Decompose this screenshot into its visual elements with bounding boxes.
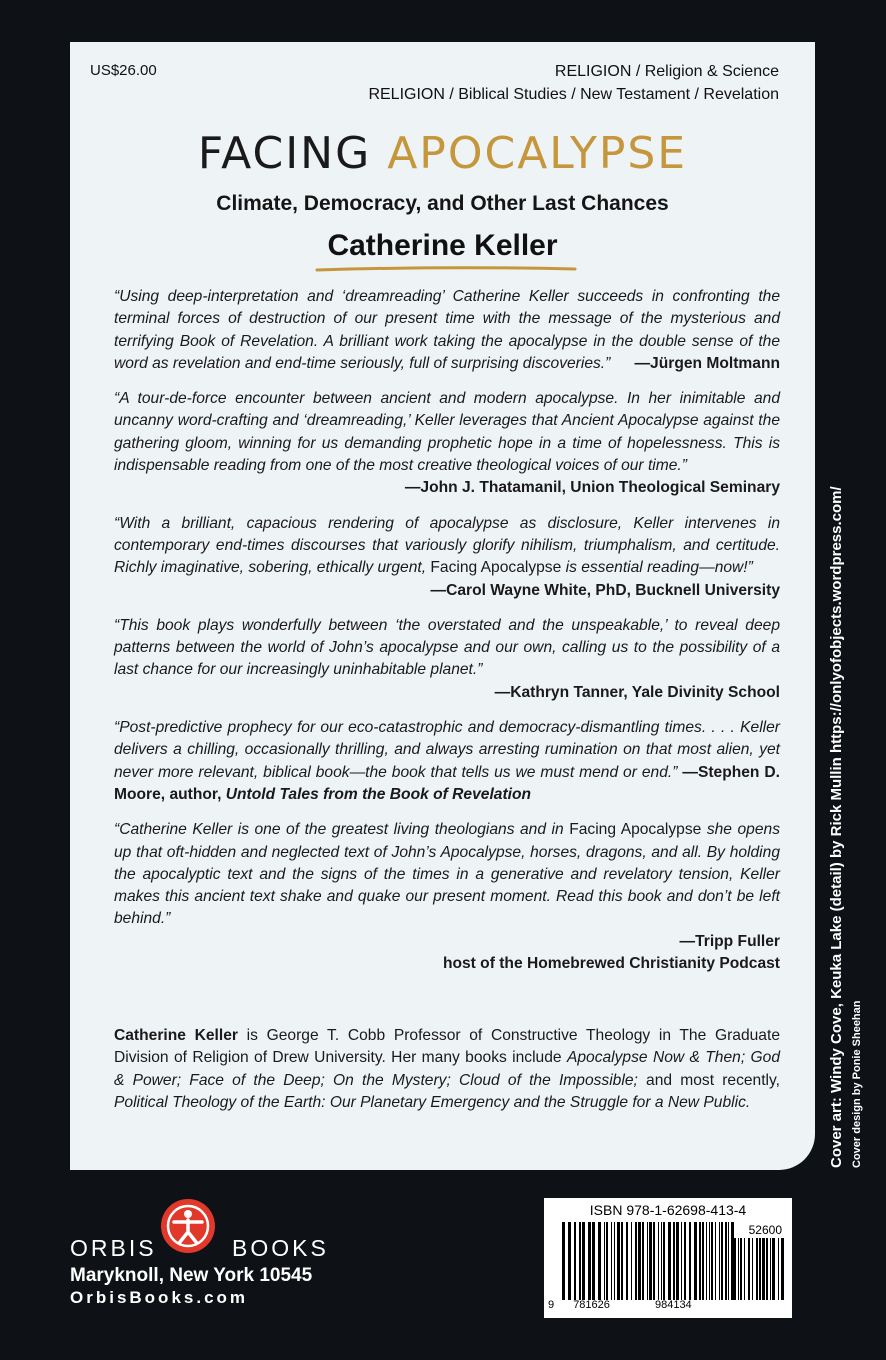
publisher-word-books: BOOKS: [232, 1235, 329, 1261]
barcode-bar: [635, 1222, 637, 1300]
barcode-bar: [744, 1238, 745, 1300]
barcode-bar: [676, 1222, 679, 1300]
barcode-bar: [668, 1222, 671, 1300]
endorsement: [114, 615, 780, 704]
barcode-bar: [568, 1222, 571, 1300]
barcode-bar: [781, 1238, 784, 1300]
publisher-city: Maryknoll, New York 10545: [70, 1265, 313, 1286]
barcode-bar: [734, 1238, 736, 1300]
cover-art-credit: Cover art: Windy Cove, Keuka Lake (detail) by Rick Mullin https://onlyofobjects.wordpress.com/: [828, 486, 845, 1168]
barcode-bar: [706, 1222, 707, 1300]
endorsement-attribution: —Kathryn Tanner, Yale Divinity School: [494, 683, 780, 701]
category-line: RELIGION / Biblical Studies / New Testament / Revelation: [368, 86, 779, 103]
endorsement: [114, 286, 780, 375]
author-underline: [315, 266, 577, 272]
barcode-bar: [638, 1222, 641, 1300]
bio-books: Apocalypse Now & Then; God & Power; Face of the Deep; On the Mystery; Cloud of the Impossible;: [114, 1049, 780, 1089]
author-bio: [114, 1025, 780, 1114]
endorsement-book-title: Facing Apocalypse: [430, 559, 562, 577]
endorsement-attribution: —Tripp Fuller: [679, 932, 780, 950]
endorsement-text: “Using deep-interpretation and ‘dreamreading’ Catherine Keller succeeds in confronting the terminal forces of destruction of our present time with the message of the mysterious and terrifying Book of Revelation. A brilliant work taking the apocalypse in the double sense of the word as revelation and end-time seriously, full of surprising discoveries.”: [114, 288, 780, 372]
endorsement: [114, 513, 780, 602]
endorsement: [114, 819, 780, 975]
endorsement-book-title: Facing Apocalypse: [569, 821, 702, 839]
title-word-facing: FACING: [197, 128, 372, 179]
barcode-bar: [766, 1238, 768, 1300]
barcode-bar: [681, 1222, 682, 1300]
bio-text: and most recently,: [637, 1071, 780, 1089]
endorsement-book-title: Untold Tales from the Book of Revelation: [225, 785, 532, 803]
barcode-bar: [588, 1222, 591, 1300]
barcode-bar: [673, 1222, 675, 1300]
endorsement-attribution-role: host of the Homebrewed Christianity Podcast: [442, 955, 780, 973]
barcode-bar: [663, 1222, 665, 1300]
barcode-bar: [684, 1222, 686, 1300]
endorsement-text: “Post-predictive prophecy for our eco-catastrophic and democracy-dismantling times. . . . Keller delivers a chilling, occasionally thrilling, and always arresting rumination on that most alien, yet never more relevant, biblical book—the book that tells us we must mend or end.”: [114, 719, 780, 781]
barcode-bar: [719, 1222, 720, 1300]
barcode-bar: [748, 1238, 750, 1300]
orbis-logo-icon: [160, 1198, 216, 1254]
barcode-bar: [621, 1222, 623, 1300]
barcode-bar: [721, 1222, 723, 1300]
barcode-bar: [694, 1222, 697, 1300]
barcode-bar: [778, 1238, 779, 1300]
endorsement-text: “A tour-de-force encounter between ancient and modern apocalypse. In her inimitable and uncanny word-crafting and ‘dreamreading,’ Keller leverages that Ancient Apocalypse against the gathering gloom, winning for us demanding prophetic hope in a time of hopelessness. This is indispensable reading from one of the most creative theological voices of our time.”: [114, 390, 780, 475]
endorsement: [114, 717, 780, 806]
barcode-bar: [725, 1222, 727, 1300]
barcode-bar: [631, 1222, 632, 1300]
endorsements: [114, 286, 780, 988]
bio-books: Political Theology of the Earth: Our Planetary Emergency and the Struggle for a New Public.: [114, 1093, 751, 1111]
category-line: RELIGION / Religion & Science: [554, 63, 779, 80]
price-label: US$26.00: [90, 62, 157, 79]
barcode-bar: [740, 1238, 742, 1300]
barcode-bar: [574, 1222, 576, 1300]
barcode-bar: [562, 1222, 565, 1300]
book-title: [70, 130, 815, 178]
cover-design-credit: Cover design by Ponie Sheehan: [851, 1000, 863, 1168]
barcode-bar: [715, 1222, 716, 1300]
endorsement: [114, 388, 780, 499]
barcode-bar: [728, 1222, 729, 1300]
barcode-bar: [626, 1222, 628, 1300]
endorsement-attribution: —Carol Wayne White, PhD, Bucknell University: [430, 581, 780, 599]
publisher-website: OrbisBooks.com: [70, 1288, 249, 1307]
category-list: [368, 60, 779, 106]
barcode-bar: [606, 1222, 608, 1300]
author-name: Catherine Keller: [327, 229, 558, 262]
barcode-bar: [709, 1222, 710, 1300]
isbn-barcode: [544, 1198, 792, 1318]
barcode-bar: [711, 1222, 713, 1300]
barcode-bar: [759, 1238, 761, 1300]
barcode-digit-group: 9: [548, 1299, 555, 1311]
barcode-bar: [661, 1222, 662, 1300]
barcode-bar: [756, 1238, 758, 1300]
bio-text: is George T. Cobb Professor of Constructive Theology in The Graduate Division of Religion of Drew University. Her many books include: [114, 1027, 780, 1067]
barcode-digit-group: 781626: [573, 1299, 610, 1311]
book-subtitle: Climate, Democracy, and Other Last Chances: [216, 192, 669, 215]
barcode-bar: [752, 1238, 753, 1300]
barcode-bar: [702, 1222, 704, 1300]
barcode-bar: [642, 1222, 644, 1300]
barcode-bar: [762, 1238, 765, 1300]
blurb-panel: [70, 42, 815, 1170]
bio-author-name: Catherine Keller: [114, 1027, 238, 1044]
barcode-price-code: 52600: [748, 1223, 782, 1237]
barcode-digits: [548, 1299, 692, 1311]
endorsement-attribution: —Jürgen Moltmann: [634, 354, 780, 372]
endorsement-text: “With a brilliant, capacious rendering of apocalypse as disclosure, Keller intervenes in contemporary end-times discourses that variously glorify nihilism, triumphalism, and certitude. Richly imaginative, sobering, ethically urgent,: [114, 514, 780, 577]
barcode-addon-bars: [734, 1238, 786, 1300]
barcode-bar: [738, 1238, 739, 1300]
publisher-word-orbis: ORBIS: [70, 1235, 157, 1261]
barcode-bar: [770, 1238, 771, 1300]
barcode-bar: [689, 1222, 691, 1300]
endorsement-text: “Catherine Keller is one of the greatest living theologians and in: [114, 821, 570, 839]
barcode-bar: [649, 1222, 652, 1300]
barcode-bar: [579, 1222, 581, 1300]
barcode-bar: [592, 1222, 595, 1300]
barcode-bar: [617, 1222, 620, 1300]
endorsement-attribution: —John J. Thatamanil, Union Theological Seminary: [404, 479, 780, 497]
barcode-bar: [604, 1222, 605, 1300]
barcode-bar: [647, 1222, 648, 1300]
barcode-bar: [658, 1222, 659, 1300]
endorsement-attribution: —Stephen D. Moore, author,: [114, 763, 780, 803]
isbn-number: ISBN 978-1-62698-413-4: [589, 1202, 747, 1218]
endorsement-text: is essential reading—now!”: [561, 559, 753, 577]
title-word-apocalypse: APOCALYPSE: [387, 128, 688, 179]
barcode-bar: [772, 1238, 775, 1300]
barcode-bar: [598, 1222, 601, 1300]
endorsement-text: she opens up that oft-hidden and neglected text of John’s Apocalypse, horses, dragons, and all. By holding the apocalyptic text and the signs of the times in a generative and revelatory tension, Keller makes this ancient text shake and quake our present moment. Read this book and don’t be left behind.”: [114, 821, 780, 928]
barcode-bars: [562, 1222, 734, 1300]
barcode-bar: [582, 1222, 585, 1300]
barcode-bar: [614, 1222, 615, 1300]
barcode-bar: [653, 1222, 655, 1300]
barcode-bar: [611, 1222, 612, 1300]
barcode-digit-group: 984134: [654, 1299, 692, 1311]
endorsement-text: “This book plays wonderfully between ‘the overstated and the unspeakable,’ to reveal deep patterns between the world of John’s apocalypse and our own, calling us to the possibility of a last chance for our increasingly uninhabitable planet.”: [114, 616, 780, 679]
barcode-bar: [699, 1222, 701, 1300]
